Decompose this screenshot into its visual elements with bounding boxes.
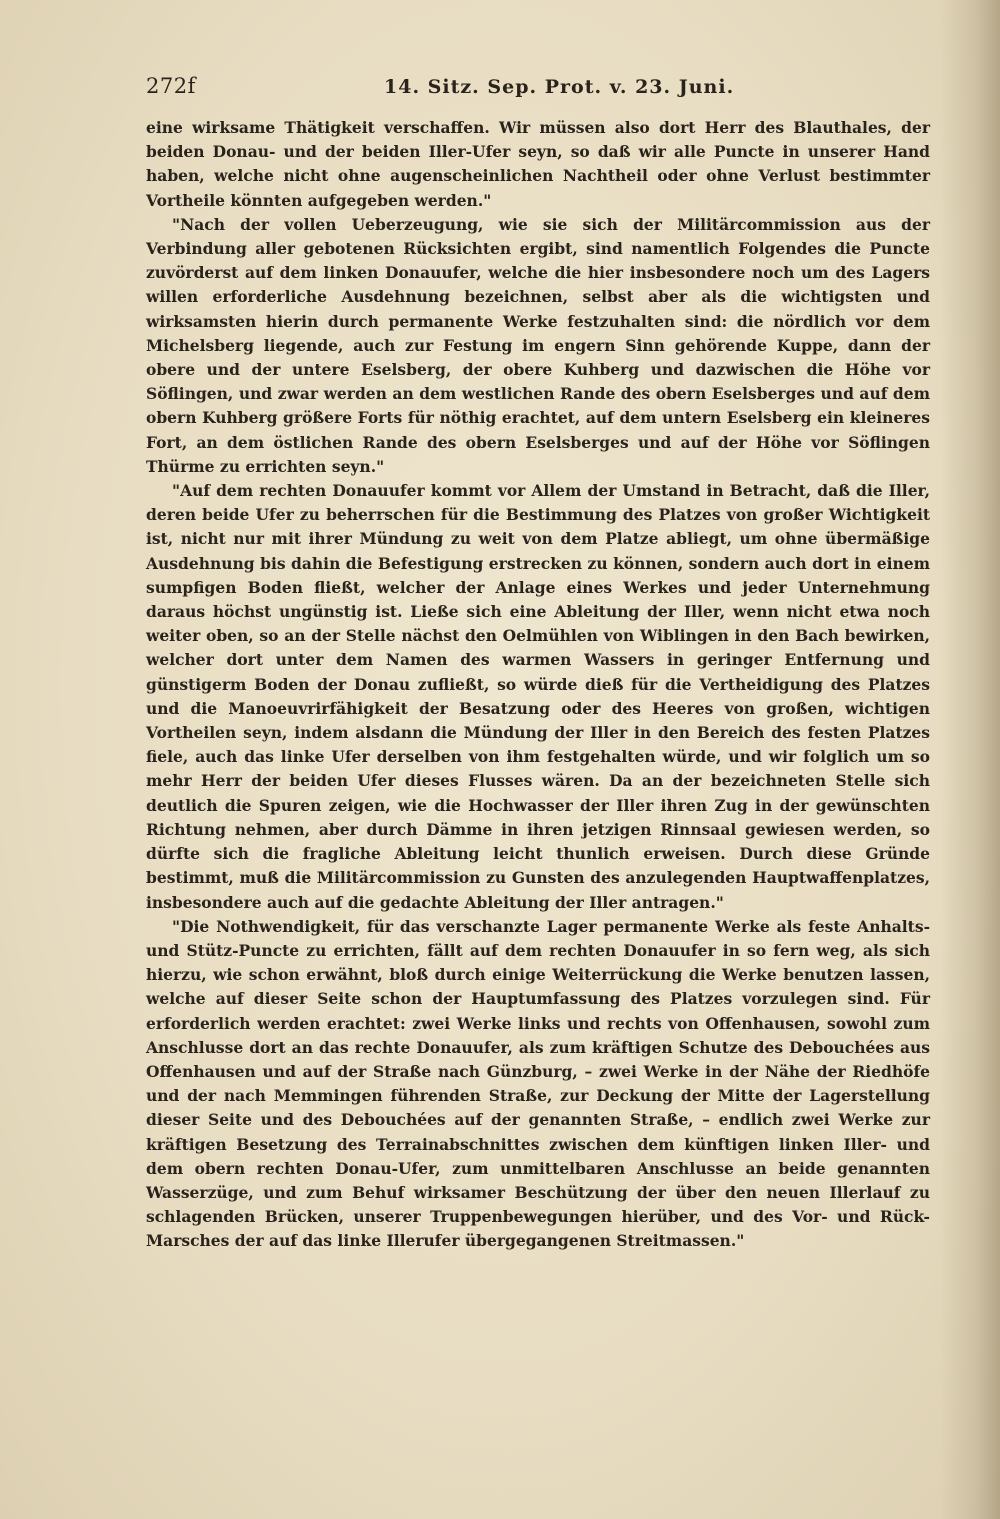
page-number: 272f xyxy=(146,74,196,98)
paragraph-2: "Nach der vollen Ueberzeugung, wie sie sich der Militärcommission aus der Verbindung aller gebotenen Rücksichten ergibt, sind namentlich Folgendes die Puncte zuvörderst auf dem linken Donauufer, welche die hier insbesondere noch um des Lagers willen erforderliche Ausdehnung bezeichnen, selbst aber als die wichtigsten und wirksamsten hierin durch permanente Werke festzuhalten sind: die nördlich vor dem Michelsberg liegende, auch zur Festung im engern Sinn gehörende Kuppe, dann der obere und der untere Eselsberg, der obere Kuhberg und dazwischen die Höhe vor Söflingen, und zwar werden an dem westlichen Rande des obern Eselsberges und auf dem obern Kuhberg größere Forts für nöthig erachtet, auf dem untern Eselsberg ein kleineres Fort, an dem östlichen Rande des obern Eselsberges und auf der Höhe vor Söflingen Thürme zu errichten seyn." xyxy=(146,214,930,476)
page-header xyxy=(146,74,930,104)
book-spine-shadow xyxy=(940,0,1000,1519)
paragraph-3: "Auf dem rechten Donauufer kommt vor Allem der Umstand in Betracht, daß die Iller, deren beide Ufer zu beherrschen für die Bestimmung des Platzes von großer Wichtigkeit ist, nicht nur mit ihrer Mündung zu weit von dem Platze abliegt, um ohne übermäßige Ausdehnung bis dahin die Befestigung erstrecken zu können, sondern auch dort in einem sumpfigen Boden fließt, welcher der Anlage eines Werkes und jeder Unternehmung daraus höchst ungünstig ist. Ließe sich eine Ableitung der Iller, wenn nicht etwa noch weiter oben, so an der Stelle nächst den Oelmühlen von Wiblingen in den Bach bewirken, welcher dort unter dem Namen des warmen Wassers in geringer Entfernung und günstigerm Boden der Donau zufließt, so würde dieß für die Vertheidigung des Platzes und die Manoeuvrirfähigkeit der Besatzung oder des Heeres von großen, wichtigen Vortheilen seyn, indem alsdann die Mündung der Iller in den Bereich des festen Platzes fiele, auch das linke Ufer derselben von ihm festgehalten würde, und wir folglich um so mehr Herr der beiden Ufer dieses Flusses wären. Da an der bezeichneten Stelle sich deutlich die Spuren zeigen, wie die Hochwasser der Iller ihren Zug in der gewünschten Richtung nehmen, aber durch Dämme in ihren jetzigen Rinnsaal gewiesen werden, so dürfte sich die fragliche Ableitung leicht thunlich erweisen. Durch diese Gründe bestimmt, muß die Militärcommission zu Gunsten des anzulegenden Hauptwaffenplatzes, insbesondere auch auf die gedachte Ableitung der Iller antragen." xyxy=(146,481,930,912)
paragraph-4: "Die Nothwendigkeit, für das verschanzte Lager permanente Werke als feste Anhalts- und Stütz-Puncte zu errichten, fällt auf dem rechten Donauufer in so fern weg, als sich hierzu, wie schon erwähnt, bloß durch einige Weiterrückung die Werke benutzen lassen, welche auf dieser Seite schon der Hauptumfassung des Platzes vorzulegen sind. Für erforderlich werden erachtet: zwei Werke links und rechts von Offenhausen, sowohl zum Anschlusse dort an das rechte Donauufer, als zum kräftigen Schutze des Debouchées aus Offenhausen und auf der Straße nach Günzburg, – zwei Werke in der Nähe der Riedhöfe und der nach Memmingen führenden Straße, zur Deckung der Mitte der Lagerstellung dieser Seite und des Debouchées auf der genannten Straße, – endlich zwei Werke zur kräftigen Besetzung des Terrainabschnittes zwischen dem künftigen linken Iller- und dem obern rechten Donau-Ufer, zum unmittelbaren Anschlusse an beide genannten Wasserzüge, und zum Behuf wirksamer Beschützung der über den neuen Illerlauf zu schlagenden Brücken, unserer Truppenbewegungen hierüber, und des Vor- und Rück-Marsches der auf das linke Illerufer übergegangenen Streitmassen." xyxy=(146,916,930,1251)
running-head: 14. Sitz. Sep. Prot. v. 23. Juni. xyxy=(384,76,735,98)
body-text xyxy=(146,116,930,1254)
paragraph-1: eine wirksame Thätigkeit verschaffen. Wir müssen also dort Herr des Blauthales, der beiden Donau- und der beiden Iller-Ufer seyn, so daß wir alle Puncte in unserer Hand haben, welche nicht ohne augenscheinlichen Nachtheil oder ohne Verlust bestimmter Vortheile könnten aufgegeben werden." xyxy=(146,118,930,210)
